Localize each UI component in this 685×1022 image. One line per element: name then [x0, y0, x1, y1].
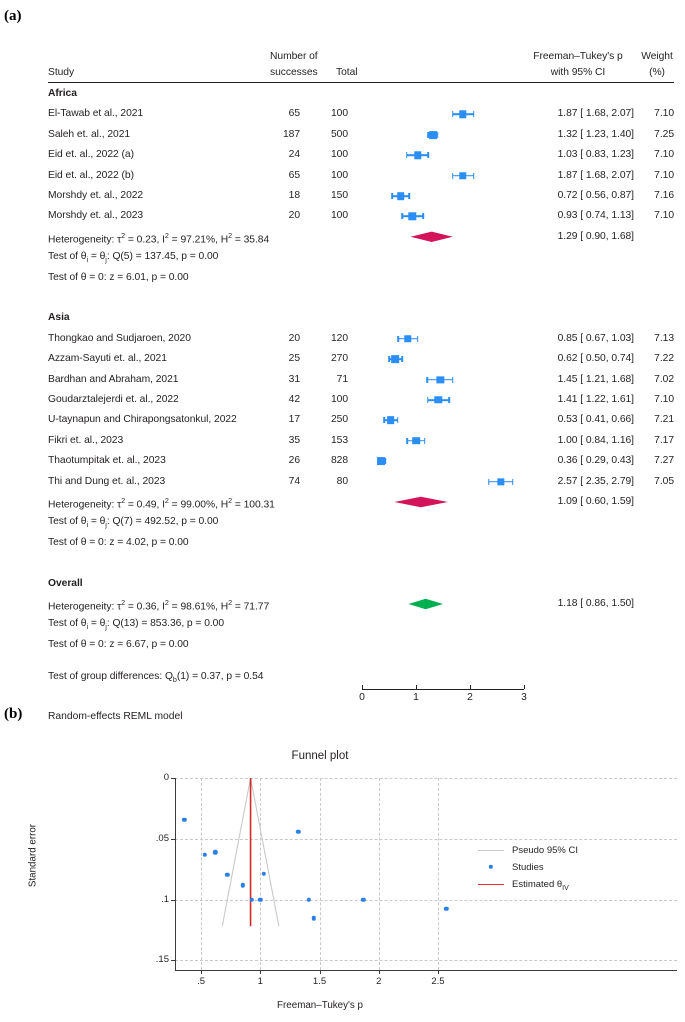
funnel-legend-label: Studies [512, 862, 544, 873]
forest-plot-graphic-layer [0, 38, 685, 704]
header-successes-line2: successes [270, 67, 318, 78]
forest-axis-tick-label: 3 [521, 692, 527, 704]
forest-axis-tick-label: 1 [413, 692, 419, 704]
header-total: Total [336, 67, 358, 78]
group-0-heterogeneity: Heterogeneity: $\tau^2 = 0.23$, $I^2 = 97.21\%$, $H^2 = 35.84$ [48, 230, 270, 246]
overall-header: Overall [48, 577, 83, 589]
study-row-0-2-label: Eid et. al., 2022 (a) [48, 149, 134, 161]
study-row-1-4-total: 250 [330, 414, 348, 426]
study-row-1-5-label: Fikri et. al., 2023 [48, 434, 124, 446]
study-row-0-2-weight: 7.10 [654, 149, 674, 161]
study-row-1-7-total: 80 [336, 475, 348, 487]
study-row-1-3-weight: 7.10 [654, 394, 674, 405]
overall-heterogeneity: Heterogeneity: $\tau^2 = 0.36$, $I^2 = 98.61\%$, $H^2 = 71.77$ [48, 598, 270, 613]
funnel-x-tick-label: 2 [376, 976, 382, 987]
forest-plot [0, 38, 685, 723]
funnel-y-tick-label: 0 [163, 772, 169, 783]
forest-model-footer: Random-effects REML model [48, 711, 183, 723]
header-effect-line1: Freeman–Tukey's p [533, 51, 623, 62]
study-row-1-0-label: Thongkao and Sudjaroen, 2020 [48, 332, 191, 344]
study-row-1-1-successes: 25 [288, 353, 300, 365]
study-row-1-0-weight: 7.13 [654, 332, 674, 344]
forest-axis-line [362, 689, 524, 690]
study-row-1-2-weight: 7.02 [654, 373, 674, 385]
study-row-1-0-total: 120 [330, 332, 348, 344]
study-row-0-3-total: 100 [330, 169, 348, 181]
study-row-1-1-total: 270 [330, 353, 348, 365]
funnel-plot-title: Funnel plot [291, 750, 349, 762]
study-row-1-2-label: Bardhan and Abraham, 2021 [48, 373, 179, 385]
study-row-0-4-effect: 0.72 [ 0.56, 0.87] [557, 190, 634, 201]
study-row-0-0-total: 100 [330, 108, 348, 120]
study-row-0-5-effect: 0.93 [ 0.74, 1.13] [557, 210, 634, 222]
overall-summary-effect: 1.18 [ 0.86, 1.50] [557, 598, 634, 609]
study-row-1-1-weight: 7.22 [654, 353, 674, 365]
study-row-1-5-effect: 1.00 [ 0.84, 1.16] [557, 434, 634, 446]
study-row-0-0-effect: 1.87 [ 1.68, 2.07] [557, 108, 634, 120]
study-row-0-2-successes: 24 [288, 149, 300, 161]
study-row-1-7-weight: 7.05 [654, 475, 674, 487]
study-row-1-4-label: U-taynapun and Chirapongsatonkul, 2022 [48, 414, 237, 426]
study-row-1-2-total: 71 [336, 373, 348, 385]
study-row-1-5-weight: 7.17 [654, 434, 674, 446]
group-header-asia: Asia [48, 312, 70, 324]
study-row-0-3-successes: 65 [288, 169, 300, 181]
group-1-heterogeneity: Heterogeneity: $\tau^2 = 0.49$, $I^2 = 99.00\%$, $H^2 = 100.31$ [48, 496, 275, 511]
study-row-0-4-total: 150 [330, 190, 348, 201]
study-row-0-0-weight: 7.10 [654, 108, 674, 120]
study-row-0-5-label: Morshdy et. al., 2023 [48, 210, 144, 222]
study-row-0-5-weight: 7.10 [654, 210, 674, 222]
study-row-1-0-successes: 20 [288, 332, 300, 344]
study-row-1-6-label: Thaotumpitak et. al., 2023 [48, 455, 166, 467]
study-row-1-5-total: 153 [330, 434, 348, 446]
study-row-0-3-effect: 1.87 [ 1.68, 2.07] [557, 169, 634, 181]
study-row-1-3-effect: 1.41 [ 1.22, 1.61] [557, 394, 634, 405]
group-0-test-theta: Test of $\theta_i = \theta_j$: Q(5) = 137.45, p = 0.00 [48, 251, 219, 265]
funnel-ci-lines [0, 730, 685, 1022]
forest-axis-tick [416, 685, 417, 689]
funnel-legend-label: Pseudo 95% CI [512, 845, 579, 856]
study-row-1-7-successes: 74 [288, 475, 300, 487]
study-row-0-3-weight: 7.10 [654, 169, 674, 181]
study-row-0-2-effect: 1.03 [ 0.83, 1.23] [557, 149, 634, 161]
forest-axis-tick [362, 685, 363, 689]
study-row-1-4-weight: 7.21 [654, 414, 674, 426]
forest-axis-tick-label: 0 [359, 692, 365, 704]
study-row-0-1-total: 500 [330, 128, 348, 140]
funnel-legend-label: Estimated $\theta_{IV}$ [512, 879, 569, 892]
study-row-1-3-total: 100 [330, 394, 348, 405]
overall-group-differences: Test of group differences: $Q_b(1) = 0.37$, p = 0.54 [48, 671, 264, 685]
funnel-x-tick-label: 1 [257, 976, 263, 987]
forest-axis-tick [524, 685, 525, 689]
overall-test-zero: Test of θ = 0: z = 6.67, p = 0.00 [48, 638, 189, 650]
study-row-1-2-effect: 1.45 [ 1.21, 1.68] [557, 373, 634, 385]
header-successes-line1: Number of [270, 51, 318, 62]
study-row-1-6-successes: 26 [288, 455, 300, 467]
group-1-test-zero: Test of θ = 0: z = 4.02, p = 0.00 [48, 536, 189, 548]
study-row-0-5-successes: 20 [288, 210, 300, 222]
funnel-x-tick-label: 1.5 [312, 976, 327, 987]
funnel-x-axis-label: Freeman–Tukey's p [277, 1000, 363, 1011]
study-row-1-4-effect: 0.53 [ 0.41, 0.66] [557, 414, 634, 426]
study-row-1-3-label: Goudarztalejerdi et. al., 2022 [48, 394, 179, 405]
study-row-1-5-successes: 35 [288, 434, 300, 446]
study-row-0-3-label: Eid et. al., 2022 (b) [48, 169, 134, 181]
study-row-1-2-successes: 31 [288, 373, 300, 385]
header-weight-line2: (%) [649, 67, 665, 78]
funnel-x-tick-label: .5 [197, 976, 206, 987]
forest-axis-tick [470, 685, 471, 689]
funnel-x-tick-label: 2.5 [431, 976, 445, 987]
group-0-test-zero: Test of θ = 0: z = 6.01, p = 0.00 [48, 271, 189, 283]
group-header-africa: Africa [48, 88, 77, 99]
panel-label-a: (a) [4, 8, 22, 24]
study-row-0-4-label: Morshdy et. al., 2022 [48, 190, 144, 201]
study-row-1-1-effect: 0.62 [ 0.50, 0.74] [557, 353, 634, 365]
funnel-plot [0, 730, 685, 1022]
group-1-summary-effect: 1.09 [ 0.60, 1.59] [557, 496, 634, 507]
forest-axis-tick-label: 2 [467, 692, 473, 704]
study-row-0-5-total: 100 [330, 210, 348, 222]
funnel-y-tick-label: .1 [161, 893, 169, 905]
header-weight-line1: Weight [641, 51, 673, 62]
overall-test-theta: Test of $\theta_i = \theta_j$: Q(13) = 853.36, p = 0.00 [48, 618, 225, 632]
group-1-test-theta: Test of $\theta_i = \theta_j$: Q(7) = 492.52, p = 0.00 [48, 516, 219, 530]
panel-label-b: (b) [4, 706, 23, 722]
summary-diamond [0, 38, 685, 686]
study-row-1-4-successes: 17 [288, 414, 300, 426]
study-row-1-3-successes: 42 [288, 394, 300, 405]
header-effect-line2: with 95% CI [550, 67, 606, 78]
funnel-legend-swatch-line [478, 850, 504, 851]
group-0-summary-effect: 1.29 [ 0.90, 1.68] [557, 230, 634, 242]
header-study: Study [48, 67, 75, 78]
study-row-0-1-successes: 187 [282, 128, 300, 140]
funnel-y-tick-label: .05 [155, 832, 169, 844]
study-row-0-1-effect: 1.32 [ 1.23, 1.40] [557, 128, 634, 140]
study-row-0-0-successes: 65 [288, 108, 300, 120]
funnel-legend-swatch-line [478, 884, 504, 885]
study-row-0-1-label: Saleh et. al., 2021 [48, 128, 131, 140]
study-row-1-7-label: Thi and Dung et. al., 2023 [48, 475, 166, 487]
study-row-1-1-label: Azzam-Sayuti et. al., 2021 [48, 353, 167, 365]
study-row-1-0-effect: 0.85 [ 0.67, 1.03] [557, 332, 634, 344]
funnel-y-axis-label: Standard error [27, 823, 39, 888]
study-row-0-1-weight: 7.25 [654, 128, 674, 140]
study-row-1-7-effect: 2.57 [ 2.35, 2.79] [557, 475, 634, 487]
study-row-1-6-effect: 0.36 [ 0.29, 0.43] [557, 455, 634, 467]
study-row-0-4-weight: 7.16 [654, 190, 674, 201]
funnel-y-tick-label: .15 [155, 954, 169, 966]
study-row-1-6-total: 828 [330, 455, 348, 467]
study-row-0-2-total: 100 [330, 149, 348, 161]
study-row-1-6-weight: 7.27 [654, 455, 674, 467]
study-row-0-4-successes: 18 [288, 190, 300, 201]
study-row-0-0-label: El-Tawab et al., 2021 [48, 108, 144, 120]
